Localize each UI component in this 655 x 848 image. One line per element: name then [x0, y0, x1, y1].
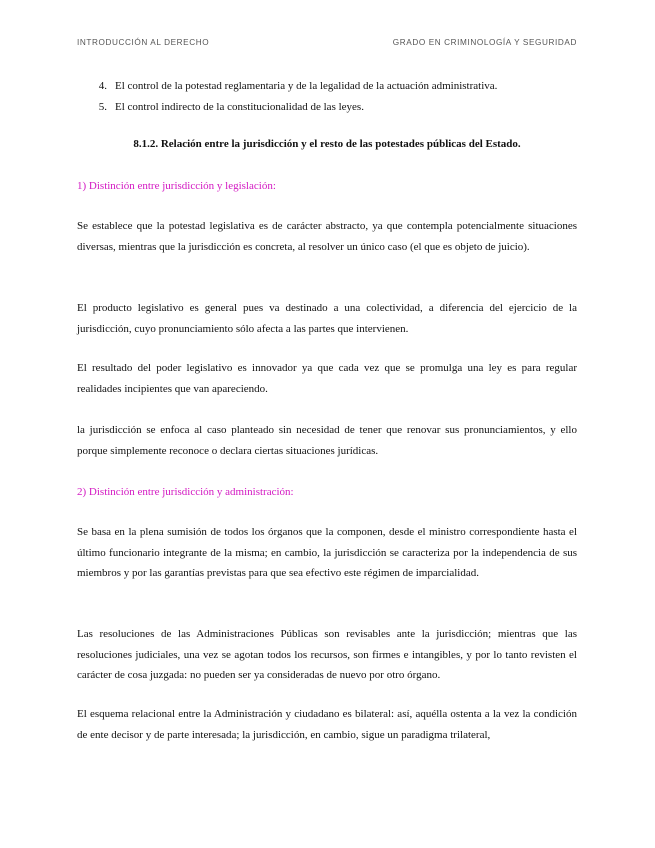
paragraph: El esquema relacional entre la Administración y ciudadano es bilateral: así, aquélla ostenta a la vez la condición de ente decisor y de parte interesada; la jurisdicción, en cambio, sigue un paradigma trilateral, — [77, 708, 577, 741]
subheading-legislation: 1) Distinción entre jurisdicción y legislación: — [77, 180, 276, 192]
list-item-number: 5. — [98, 101, 107, 113]
paragraph: El resultado del poder legislativo es innovador ya que cada vez que se promulga una ley es para regular realidades incipientes que van apareciendo. — [77, 362, 577, 395]
numbered-list — [77, 76, 577, 118]
header-course-title: INTRODUCCIÓN AL DERECHO — [77, 38, 210, 47]
paragraph: El producto legislativo es general pues va destinado a una colectividad, a diferencia del ejercicio de la jurisdicción, cuyo pronunciamiento sólo afecta a las partes que intervienen. — [77, 302, 577, 335]
paragraph: Se basa en la plena sumisión de todos los órganos que la componen, desde el ministro correspondiente hasta el último funcionario integrante de la misma; en cambio, la jurisdicción se caracteriza por la independencia de sus miembros y por las garantías previstas para que sea efectivo este régimen de imparcialidad. — [77, 526, 577, 579]
list-item-text: El control de la potestad reglamentaria y de la legalidad de la actuación administrativa. — [115, 80, 498, 92]
page-header — [77, 38, 577, 47]
header-degree-title: GRADO EN CRIMINOLOGÍA Y SEGURIDAD — [392, 38, 577, 47]
paragraph: la jurisdicción se enfoca al caso planteado sin necesidad de tener que renovar sus pronunciamientos, y ello porque simplemente reconoce o declara ciertas situaciones jurídicas. — [77, 424, 577, 457]
list-item — [77, 76, 577, 97]
subheading-administration: 2) Distinción entre jurisdicción y administración: — [77, 486, 294, 498]
list-item-text: El control indirecto de la constitucionalidad de las leyes. — [115, 101, 364, 113]
paragraph: Las resoluciones de las Administraciones Públicas son revisables ante la jurisdicción; mientras que las resoluciones judiciales, una vez se agotan todos los recursos, son firmes e intangibles, y por lo tanto revisten el carácter de cosa juzgada: no pueden ser ya consideradas de nuevo por otro órgano. — [77, 628, 577, 681]
paragraph: Se establece que la potestad legislativa es de carácter abstracto, ya que contempla potencialmente situaciones diversas, mientras que la jurisdicción es concreta, al resolver un único caso (el que es objeto de juicio). — [77, 220, 577, 253]
list-item-number: 4. — [98, 80, 107, 92]
list-item — [77, 97, 577, 118]
section-title: 8.1.2. Relación entre la jurisdicción y el resto de las potestades públicas del Estado. — [133, 138, 521, 150]
